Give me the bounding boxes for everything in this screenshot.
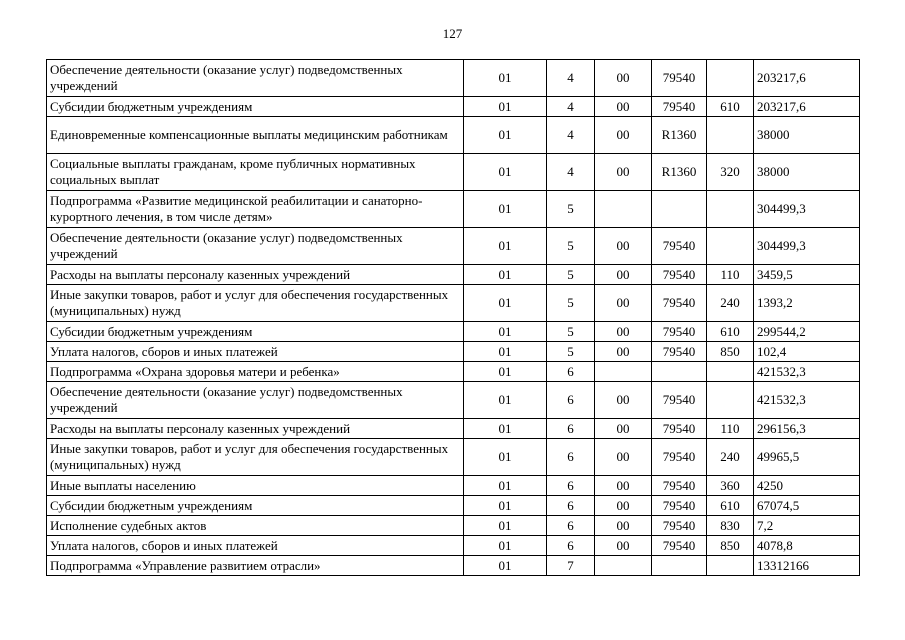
row-program: 00 [595,382,652,419]
row-subsection: 4 [547,154,595,191]
row-subsection: 6 [547,362,595,382]
row-program: 00 [595,342,652,362]
row-amount: 49965,5 [754,439,860,476]
table-row [47,342,860,362]
row-expense-type [707,117,754,154]
row-subsection: 5 [547,228,595,265]
row-name: Расходы на выплаты персоналу казенных учреждений [47,265,464,285]
row-expense-type [707,382,754,419]
row-amount: 304499,3 [754,228,860,265]
row-subsection: 6 [547,516,595,536]
row-name: Подпрограмма «Развитие медицинской реабилитации и санаторно-курортного лечения, в том числе детям» [47,191,464,228]
row-name: Подпрограмма «Охрана здоровья матери и ребенка» [47,362,464,382]
row-name: Расходы на выплаты персоналу казенных учреждений [47,419,464,439]
row-subsection: 6 [547,496,595,516]
table-row [47,419,860,439]
row-subsection: 4 [547,97,595,117]
table-row [47,60,860,97]
row-amount: 203217,6 [754,60,860,97]
row-name: Обеспечение деятельности (оказание услуг) подведомственных учреждений [47,228,464,265]
row-amount: 1393,2 [754,285,860,322]
row-target [652,556,707,576]
row-amount: 38000 [754,117,860,154]
row-subsection: 4 [547,60,595,97]
row-amount: 13312166 [754,556,860,576]
row-subsection: 6 [547,536,595,556]
row-name: Субсидии бюджетным учреждениям [47,97,464,117]
table-row [47,228,860,265]
table-row [47,154,860,191]
row-subsection: 7 [547,556,595,576]
row-section: 01 [464,342,547,362]
row-target: 79540 [652,516,707,536]
row-program [595,556,652,576]
table-row [47,191,860,228]
row-target: R1360 [652,154,707,191]
row-name: Иные закупки товаров, работ и услуг для обеспечения государственных (муниципальных) нужд [47,439,464,476]
page-number: 127 [442,26,463,41]
row-name: Уплата налогов, сборов и иных платежей [47,536,464,556]
row-name: Исполнение судебных актов [47,516,464,536]
row-section: 01 [464,536,547,556]
table-row [47,382,860,419]
row-expense-type: 610 [707,496,754,516]
table-row [47,556,860,576]
row-section: 01 [464,285,547,322]
table-row [47,439,860,476]
row-section: 01 [464,419,547,439]
row-amount: 38000 [754,154,860,191]
row-expense-type: 360 [707,476,754,496]
row-program: 00 [595,60,652,97]
budget-table [46,59,860,576]
row-section: 01 [464,60,547,97]
row-expense-type [707,556,754,576]
row-program: 00 [595,536,652,556]
row-section: 01 [464,516,547,536]
row-amount: 3459,5 [754,265,860,285]
row-subsection: 6 [547,419,595,439]
row-target: 79540 [652,265,707,285]
row-target [652,191,707,228]
row-subsection: 6 [547,382,595,419]
row-section: 01 [464,322,547,342]
row-target: 79540 [652,60,707,97]
row-subsection: 5 [547,265,595,285]
row-program: 00 [595,496,652,516]
table-row [47,117,860,154]
row-program: 00 [595,154,652,191]
row-expense-type [707,191,754,228]
row-program: 00 [595,97,652,117]
row-section: 01 [464,439,547,476]
row-section: 01 [464,154,547,191]
row-section: 01 [464,117,547,154]
row-program [595,191,652,228]
row-program: 00 [595,228,652,265]
row-expense-type: 240 [707,439,754,476]
row-name: Обеспечение деятельности (оказание услуг) подведомственных учреждений [47,382,464,419]
row-section: 01 [464,556,547,576]
row-subsection: 6 [547,476,595,496]
row-section: 01 [464,265,547,285]
row-amount: 421532,3 [754,362,860,382]
row-name: Субсидии бюджетным учреждениям [47,496,464,516]
row-name: Социальные выплаты гражданам, кроме публичных нормативных социальных выплат [47,154,464,191]
row-section: 01 [464,228,547,265]
row-section: 01 [464,496,547,516]
row-target: 79540 [652,419,707,439]
row-section: 01 [464,191,547,228]
row-expense-type [707,362,754,382]
row-section: 01 [464,362,547,382]
row-program: 00 [595,322,652,342]
row-expense-type [707,228,754,265]
row-name: Единовременные компенсационные выплаты медицинским работникам [47,117,464,154]
table-row [47,285,860,322]
row-section: 01 [464,476,547,496]
row-program: 00 [595,439,652,476]
row-target: 79540 [652,536,707,556]
row-subsection: 5 [547,191,595,228]
row-section: 01 [464,382,547,419]
table-row [47,362,860,382]
row-expense-type: 240 [707,285,754,322]
row-amount: 4250 [754,476,860,496]
table-row [47,322,860,342]
row-name: Обеспечение деятельности (оказание услуг) подведомственных учреждений [47,60,464,97]
row-name: Иные закупки товаров, работ и услуг для обеспечения государственных (муниципальных) нужд [47,285,464,322]
row-amount: 421532,3 [754,382,860,419]
row-subsection: 5 [547,342,595,362]
row-target: R1360 [652,117,707,154]
row-target: 79540 [652,228,707,265]
row-target: 79540 [652,496,707,516]
row-target: 79540 [652,439,707,476]
row-expense-type: 110 [707,419,754,439]
row-name: Субсидии бюджетным учреждениям [47,322,464,342]
row-amount: 102,4 [754,342,860,362]
row-name: Подпрограмма «Управление развитием отрасли» [47,556,464,576]
row-amount: 296156,3 [754,419,860,439]
row-program: 00 [595,516,652,536]
row-expense-type: 110 [707,265,754,285]
row-amount: 304499,3 [754,191,860,228]
row-name: Уплата налогов, сборов и иных платежей [47,342,464,362]
row-target [652,362,707,382]
row-target: 79540 [652,97,707,117]
table-row [47,516,860,536]
row-expense-type: 610 [707,97,754,117]
row-target: 79540 [652,382,707,419]
table-row [47,476,860,496]
row-subsection: 5 [547,322,595,342]
row-expense-type [707,60,754,97]
row-expense-type: 850 [707,342,754,362]
row-name: Иные выплаты населению [47,476,464,496]
row-target: 79540 [652,476,707,496]
row-subsection: 5 [547,285,595,322]
row-amount: 7,2 [754,516,860,536]
table-row [47,265,860,285]
row-amount: 67074,5 [754,496,860,516]
row-expense-type: 320 [707,154,754,191]
table-body [47,60,860,576]
row-target: 79540 [652,285,707,322]
row-expense-type: 850 [707,536,754,556]
row-program: 00 [595,476,652,496]
table-row [47,496,860,516]
row-amount: 4078,8 [754,536,860,556]
table-row [47,536,860,556]
row-program: 00 [595,265,652,285]
table-row [47,97,860,117]
row-subsection: 6 [547,439,595,476]
row-subsection: 4 [547,117,595,154]
row-amount: 203217,6 [754,97,860,117]
row-target: 79540 [652,322,707,342]
row-section: 01 [464,97,547,117]
row-target: 79540 [652,342,707,362]
row-expense-type: 610 [707,322,754,342]
row-program: 00 [595,117,652,154]
row-expense-type: 830 [707,516,754,536]
row-program [595,362,652,382]
row-program: 00 [595,419,652,439]
row-program: 00 [595,285,652,322]
row-amount: 299544,2 [754,322,860,342]
